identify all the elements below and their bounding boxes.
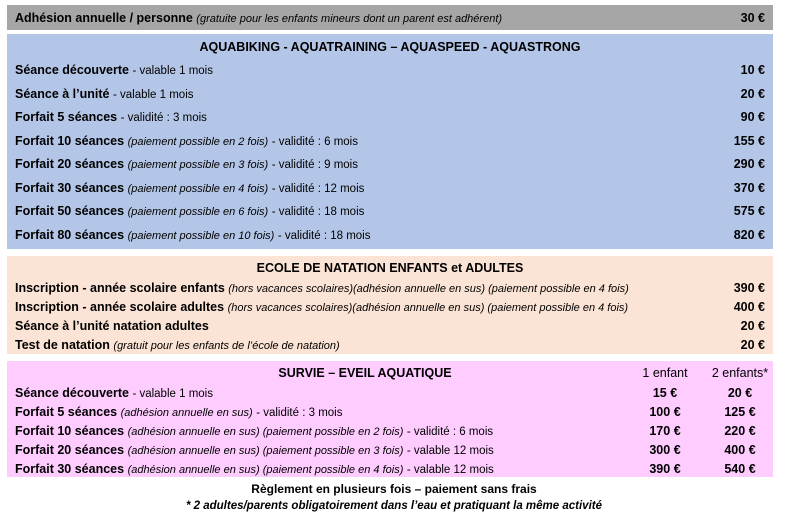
ecole-title: ECOLE DE NATATION ENFANTS et ADULTES xyxy=(256,261,524,275)
row-note: (adhésion annuelle en sus) (paiement possible en 2 fois) xyxy=(127,426,404,438)
row-validity: - valable 12 mois xyxy=(406,464,494,476)
row-price: 20 € xyxy=(740,319,765,333)
row-label: Forfait 5 séances xyxy=(15,110,118,124)
row-label: Forfait 20 séances xyxy=(15,157,125,171)
adhesion-label: Adhésion annuelle / personne xyxy=(15,11,193,25)
row-price-one-child: 15 € xyxy=(652,386,678,400)
row-label: Forfait 80 séances xyxy=(15,227,125,242)
row-note: (paiement possible en 2 fois) xyxy=(127,135,269,148)
row-note: (hors vacances scolaires)(adhésion annuelle en sus) (paiement possible en 4 fois) xyxy=(227,302,629,314)
row-label: Forfait 30 séances xyxy=(15,180,125,195)
price-row xyxy=(15,83,765,105)
row-label: Forfait 30 séances xyxy=(15,462,125,476)
survie-title: SURVIE – EVEIL AQUATIQUE xyxy=(278,366,452,380)
row-price: 400 € xyxy=(733,300,765,314)
row-note: (hors vacances scolaires)(adhésion annuelle en sus) (paiement possible en 4 fois) xyxy=(228,283,629,295)
price-row xyxy=(15,458,765,480)
row-label: Test de natation xyxy=(15,338,110,352)
row-price: 390 € xyxy=(733,281,765,295)
row-label: Séance découverte xyxy=(15,386,129,400)
row-price-one-child: 300 € xyxy=(649,443,681,457)
row-validity: - valable 12 mois xyxy=(406,445,494,457)
row-note: (adhésion annuelle en sus) (paiement possible en 4 fois) xyxy=(127,464,404,476)
row-price-two-children: 220 € xyxy=(724,424,756,438)
row-label: Inscription - année scolaire enfants xyxy=(15,281,225,295)
survie-col1-header: 1 enfant xyxy=(642,366,688,380)
row-label: Forfait 5 séances xyxy=(15,405,118,419)
row-validity: - validité : 6 mois xyxy=(406,426,494,438)
row-label: Forfait 50 séances xyxy=(15,204,125,218)
row-validity: - validité : 12 mois xyxy=(271,182,365,195)
row-validity: - validité : 6 mois xyxy=(271,135,358,148)
row-price: 575 € xyxy=(733,204,765,218)
aqua-title: AQUABIKING - AQUATRAINING – AQUASPEED - AQUASTRONG xyxy=(199,40,581,54)
row-price-one-child: 100 € xyxy=(649,405,681,419)
row-validity: - valable 1 mois xyxy=(112,88,194,101)
row-price: 820 € xyxy=(733,227,765,242)
footer-line1: Règlement en plusieurs fois – paiement sans frais xyxy=(251,482,537,496)
row-price: 370 € xyxy=(733,180,765,195)
row-price-two-children: 125 € xyxy=(724,405,756,419)
row-note: (paiement possible en 10 fois) xyxy=(127,229,275,242)
price-row xyxy=(15,130,765,152)
row-price: 20 € xyxy=(740,338,765,352)
row-validity: - valable 1 mois xyxy=(132,65,213,77)
row-note: (adhésion annuelle en sus) (paiement possible en 3 fois) xyxy=(127,445,404,457)
aqua-band xyxy=(7,34,773,249)
row-price-two-children: 400 € xyxy=(724,443,756,457)
survie-col2-header: 2 enfants* xyxy=(711,366,769,380)
row-label: Forfait 20 séances xyxy=(15,443,125,457)
row-note: (adhésion annuelle en sus) xyxy=(120,407,253,419)
row-label: Inscription - année scolaire adultes xyxy=(15,300,225,314)
price-row xyxy=(15,224,765,246)
adhesion-price: 30 € xyxy=(740,11,765,25)
row-price: 10 € xyxy=(740,63,765,77)
row-label: Forfait 10 séances xyxy=(15,424,125,438)
price-row xyxy=(15,177,765,199)
row-note: (paiement possible en 4 fois) xyxy=(127,182,269,195)
row-validity: - valable 1 mois xyxy=(132,388,213,400)
price-row xyxy=(15,153,765,175)
footer-line2: * 2 adultes/parents obligatoirement dans l’eau et pratiquant la même activité xyxy=(185,500,603,512)
row-price-two-children: 540 € xyxy=(724,462,756,476)
row-label: Séance à l’unité natation adultes xyxy=(15,319,209,333)
row-note: (paiement possible en 6 fois) xyxy=(127,206,269,218)
price-row xyxy=(15,200,765,222)
row-label: Séance à l’unité xyxy=(15,86,110,101)
row-validity: - validité : 18 mois xyxy=(277,229,371,242)
row-note: (gratuit pour les enfants de l’école de natation) xyxy=(113,340,340,352)
row-validity: - validité : 3 mois xyxy=(256,407,343,419)
row-price-one-child: 390 € xyxy=(649,462,681,476)
price-row xyxy=(15,334,765,356)
row-price: 20 € xyxy=(740,86,765,101)
adhesion-note: (gratuite pour les enfants mineurs dont un parent est adhérent) xyxy=(196,13,503,25)
survie-band xyxy=(7,361,773,477)
row-price-one-child: 170 € xyxy=(649,424,681,438)
row-price: 155 € xyxy=(733,133,765,148)
adhesion-band xyxy=(7,5,773,30)
ecole-band xyxy=(7,256,773,354)
row-price-two-children: 20 € xyxy=(727,386,753,400)
price-row xyxy=(15,59,765,81)
row-note: (paiement possible en 3 fois) xyxy=(127,159,269,171)
row-validity: - validité : 3 mois xyxy=(120,112,207,124)
row-price: 90 € xyxy=(740,110,765,124)
adhesion-row xyxy=(15,7,765,29)
row-validity: - validité : 9 mois xyxy=(271,159,358,171)
row-validity: - validité : 18 mois xyxy=(271,206,365,218)
row-label: Séance découverte xyxy=(15,63,129,77)
row-price: 290 € xyxy=(733,157,765,171)
survie-header-row xyxy=(15,362,769,384)
price-row xyxy=(15,106,765,128)
row-label: Forfait 10 séances xyxy=(15,133,125,148)
